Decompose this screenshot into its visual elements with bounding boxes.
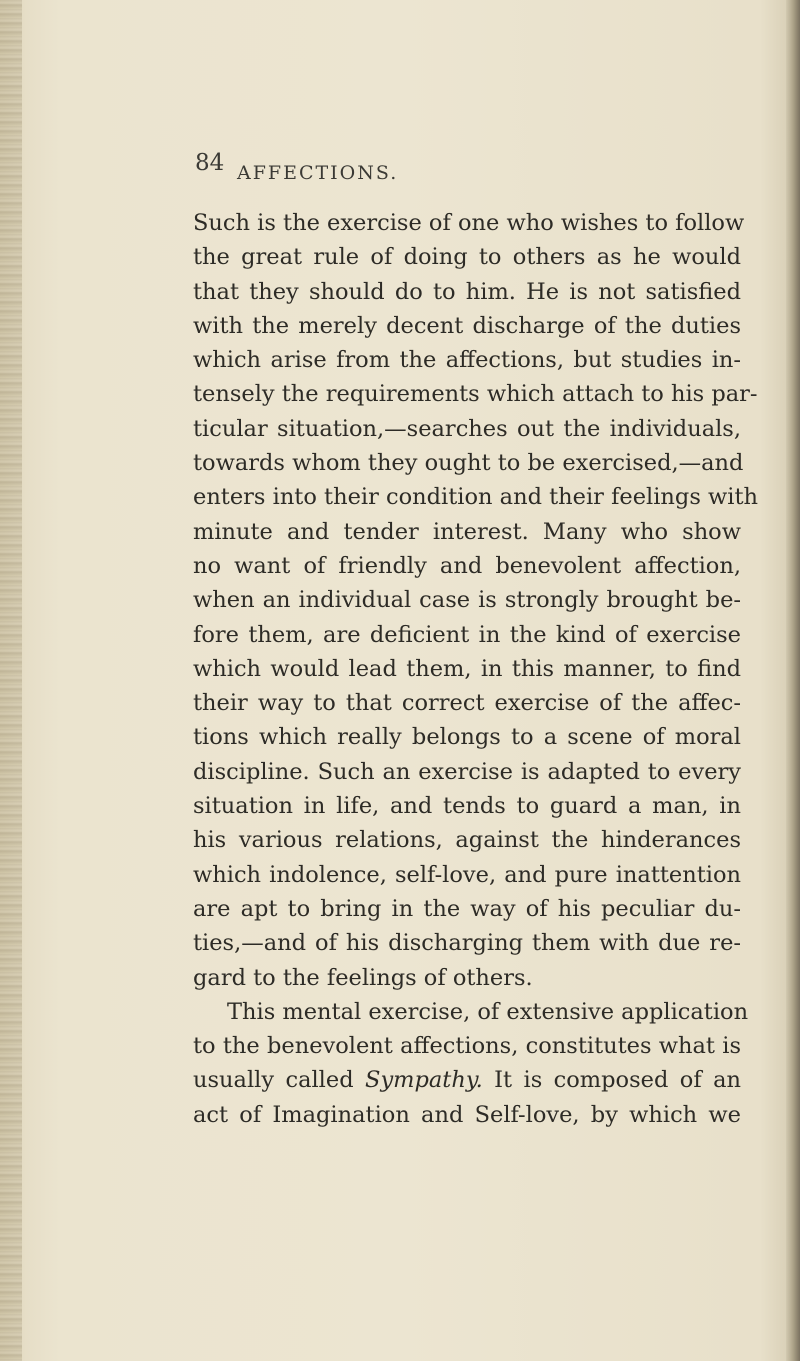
text-span: usually called	[193, 1067, 366, 1094]
text-line: gard to the feelings of others.	[193, 964, 533, 991]
text-line: enters into their condition and their feelings with	[193, 484, 759, 511]
text-line: tensely the requirements which attach to his par-	[193, 381, 758, 408]
text-line: his various relations, against the hinderances	[193, 827, 741, 854]
text-line: are apt to bring in the way of his peculiar du-	[193, 895, 741, 922]
text-line: tions which really belongs to a scene of moral	[193, 724, 741, 751]
text-line	[193, 1063, 741, 1097]
text-line: that they should do to him. He is not satisfied	[193, 278, 741, 305]
body-text	[193, 206, 759, 1132]
text-line: with the merely decent discharge of the duties	[193, 312, 741, 339]
text-line: Such is the exercise of one who wishes to follow	[193, 210, 745, 236]
text-line: ticular situation,—searches out the individuals,	[193, 415, 741, 442]
page-number: 84	[195, 150, 225, 176]
text-line: their way to that correct exercise of the affec-	[193, 690, 741, 717]
text-line: situation in life, and tends to guard a man, in	[193, 793, 741, 820]
text-line: when an individual case is strongly brought be-	[193, 587, 741, 614]
book-gutter	[0, 0, 22, 1361]
text-line: fore them, are deficient in the kind of exercise	[193, 621, 741, 648]
text-line: which would lead them, in this manner, to find	[193, 655, 741, 682]
text-line: which arise from the affections, but studies in-	[193, 347, 741, 374]
text-line: act of Imagination and Self-love, by which we	[193, 1101, 741, 1128]
italic-term: Sympathy.	[365, 1067, 483, 1094]
page-edge	[786, 0, 800, 1361]
text-line: towards whom they ought to be exercised,—and	[193, 450, 744, 477]
text-line: the great rule of doing to others as he would	[193, 244, 741, 271]
text-line: ties,—and of his discharging them with due re-	[193, 930, 741, 957]
running-header	[195, 150, 675, 190]
text-line: no want of friendly and benevolent affection,	[193, 552, 741, 579]
running-title: AFFECTIONS.	[237, 162, 399, 184]
text-line: to the benevolent affections, constitutes what is	[193, 1033, 741, 1060]
text-line: discipline. Such an exercise is adapted to every	[193, 758, 741, 785]
text-line: This mental exercise, of extensive application	[227, 998, 749, 1025]
text-span: It is composed of an	[482, 1067, 741, 1094]
text-line: minute and tender interest. Many who show	[193, 518, 741, 545]
text-line: which indolence, self-love, and pure inattention	[193, 861, 741, 888]
